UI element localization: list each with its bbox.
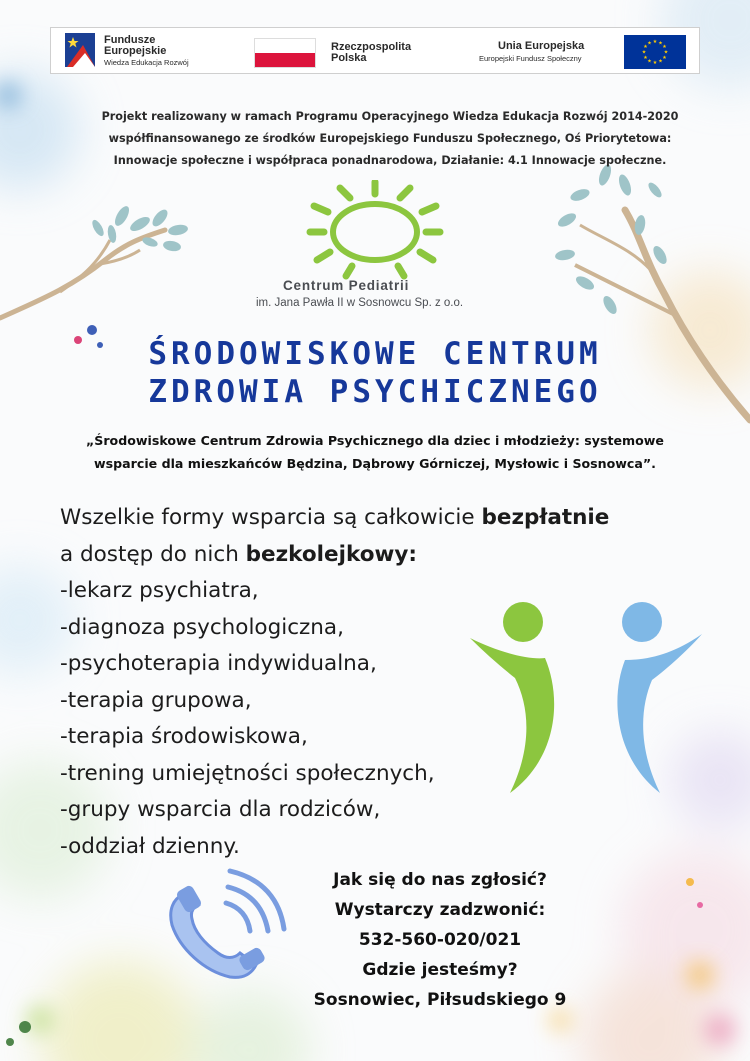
support-item: -terapia grupowa, — [60, 687, 252, 713]
svg-text:★: ★ — [652, 60, 658, 66]
center-logo-sub: im. Jana Pawła II w Sosnowcu Sp. z o.o. — [256, 297, 464, 309]
subtitle-line: wsparcie dla mieszkańców Będzina, Dąbrowy Górniczej, Mysłowic i Sosnowca”. — [94, 456, 656, 471]
page-title-line1: ŚRODOWISKOWE CENTRUM — [148, 336, 602, 372]
svg-text:★: ★ — [658, 40, 663, 47]
center-logo-name: Centrum Pediatrii — [283, 278, 410, 293]
svg-text:★: ★ — [662, 55, 667, 61]
contact-section — [290, 865, 590, 1015]
subtitle — [30, 429, 720, 475]
svg-text:★: ★ — [647, 58, 652, 65]
support-intro-line2 — [60, 537, 700, 574]
support-intro-bold: bezpłatnie — [481, 505, 610, 530]
svg-text:★: ★ — [662, 44, 667, 50]
svg-text:★: ★ — [641, 49, 647, 56]
phone-icon — [160, 865, 290, 985]
contact-phone-number[interactable]: 532-560-020/021 — [358, 930, 522, 950]
support-intro-bold: bezkolejkowy: — [245, 541, 417, 567]
svg-text:★: ★ — [663, 49, 669, 56]
svg-text:★: ★ — [643, 55, 648, 61]
rp-line1: Rzeczpospolita — [331, 41, 412, 53]
rp-line2: Polska — [331, 52, 367, 64]
ue-line1: Unia Europejska — [498, 40, 585, 52]
project-line: Innowacje społeczne i współpraca ponadnarodowa, Działanie: 4.1 Innowacje społeczne. — [113, 154, 667, 167]
people-figures-icon — [470, 598, 710, 808]
support-intro-line1 — [60, 500, 700, 537]
svg-text:★: ★ — [658, 58, 663, 65]
tree-branch-left-icon — [0, 200, 200, 340]
contact-question-how: Jak się do nas zgłosić? — [333, 870, 547, 890]
support-item: -trening umiejętności społecznych, — [60, 760, 435, 786]
polish-flag-icon — [254, 38, 316, 68]
support-item: -oddział dzienny. — [60, 833, 240, 859]
support-item: -terapia środowiskowa, — [60, 724, 308, 749]
contact-answer-call: Wystarczy zadzwonić: — [334, 900, 546, 920]
project-description — [80, 106, 700, 172]
contact-address: Sosnowiec, Piłsudskiego 9 — [313, 990, 567, 1010]
subtitle-line: „Środowiskowe Centrum Zdrowia Psychicznego dla dziec i młodzieży: systemowe — [86, 433, 664, 448]
eu-flag-icon — [624, 35, 686, 69]
svg-text:★: ★ — [652, 39, 658, 45]
fe-line1: Fundusze — [104, 34, 156, 46]
support-item: -psychoterapia indywidualna, — [60, 651, 377, 676]
contact-question-where: Gdzie jesteśmy? — [362, 960, 518, 980]
project-line: Projekt realizowany w ramach Programu Operacyjnego Wiedza Edukacja Rozwój 2014-2020 — [101, 110, 679, 123]
support-intro-text: a dostęp do nich — [60, 541, 246, 567]
funding-logos-strip — [50, 27, 700, 74]
support-item: -diagnoza psychologiczna, — [60, 614, 344, 640]
page-title-line2: ZDROWIA PSYCHICZNEGO — [148, 374, 602, 410]
fe-line3: Wiedza Edukacja Rozwój — [104, 58, 189, 67]
support-item: -grupy wsparcia dla rodziców, — [60, 797, 381, 822]
ue-line2: Europejski Fundusz Społeczny — [479, 54, 582, 63]
support-intro-text: Wszelkie formy wsparcia są całkowicie — [60, 505, 482, 530]
fe-line2: Europejskie — [104, 45, 167, 57]
project-line: współfinansowanego ze środków Europejskiego Funduszu Społecznego, Oś Priorytetowa: — [108, 132, 672, 145]
svg-text:★: ★ — [643, 44, 648, 50]
fe-logo-icon — [63, 31, 97, 69]
support-item: -lekarz psychiatra, — [60, 578, 259, 603]
svg-text:★: ★ — [647, 40, 652, 47]
